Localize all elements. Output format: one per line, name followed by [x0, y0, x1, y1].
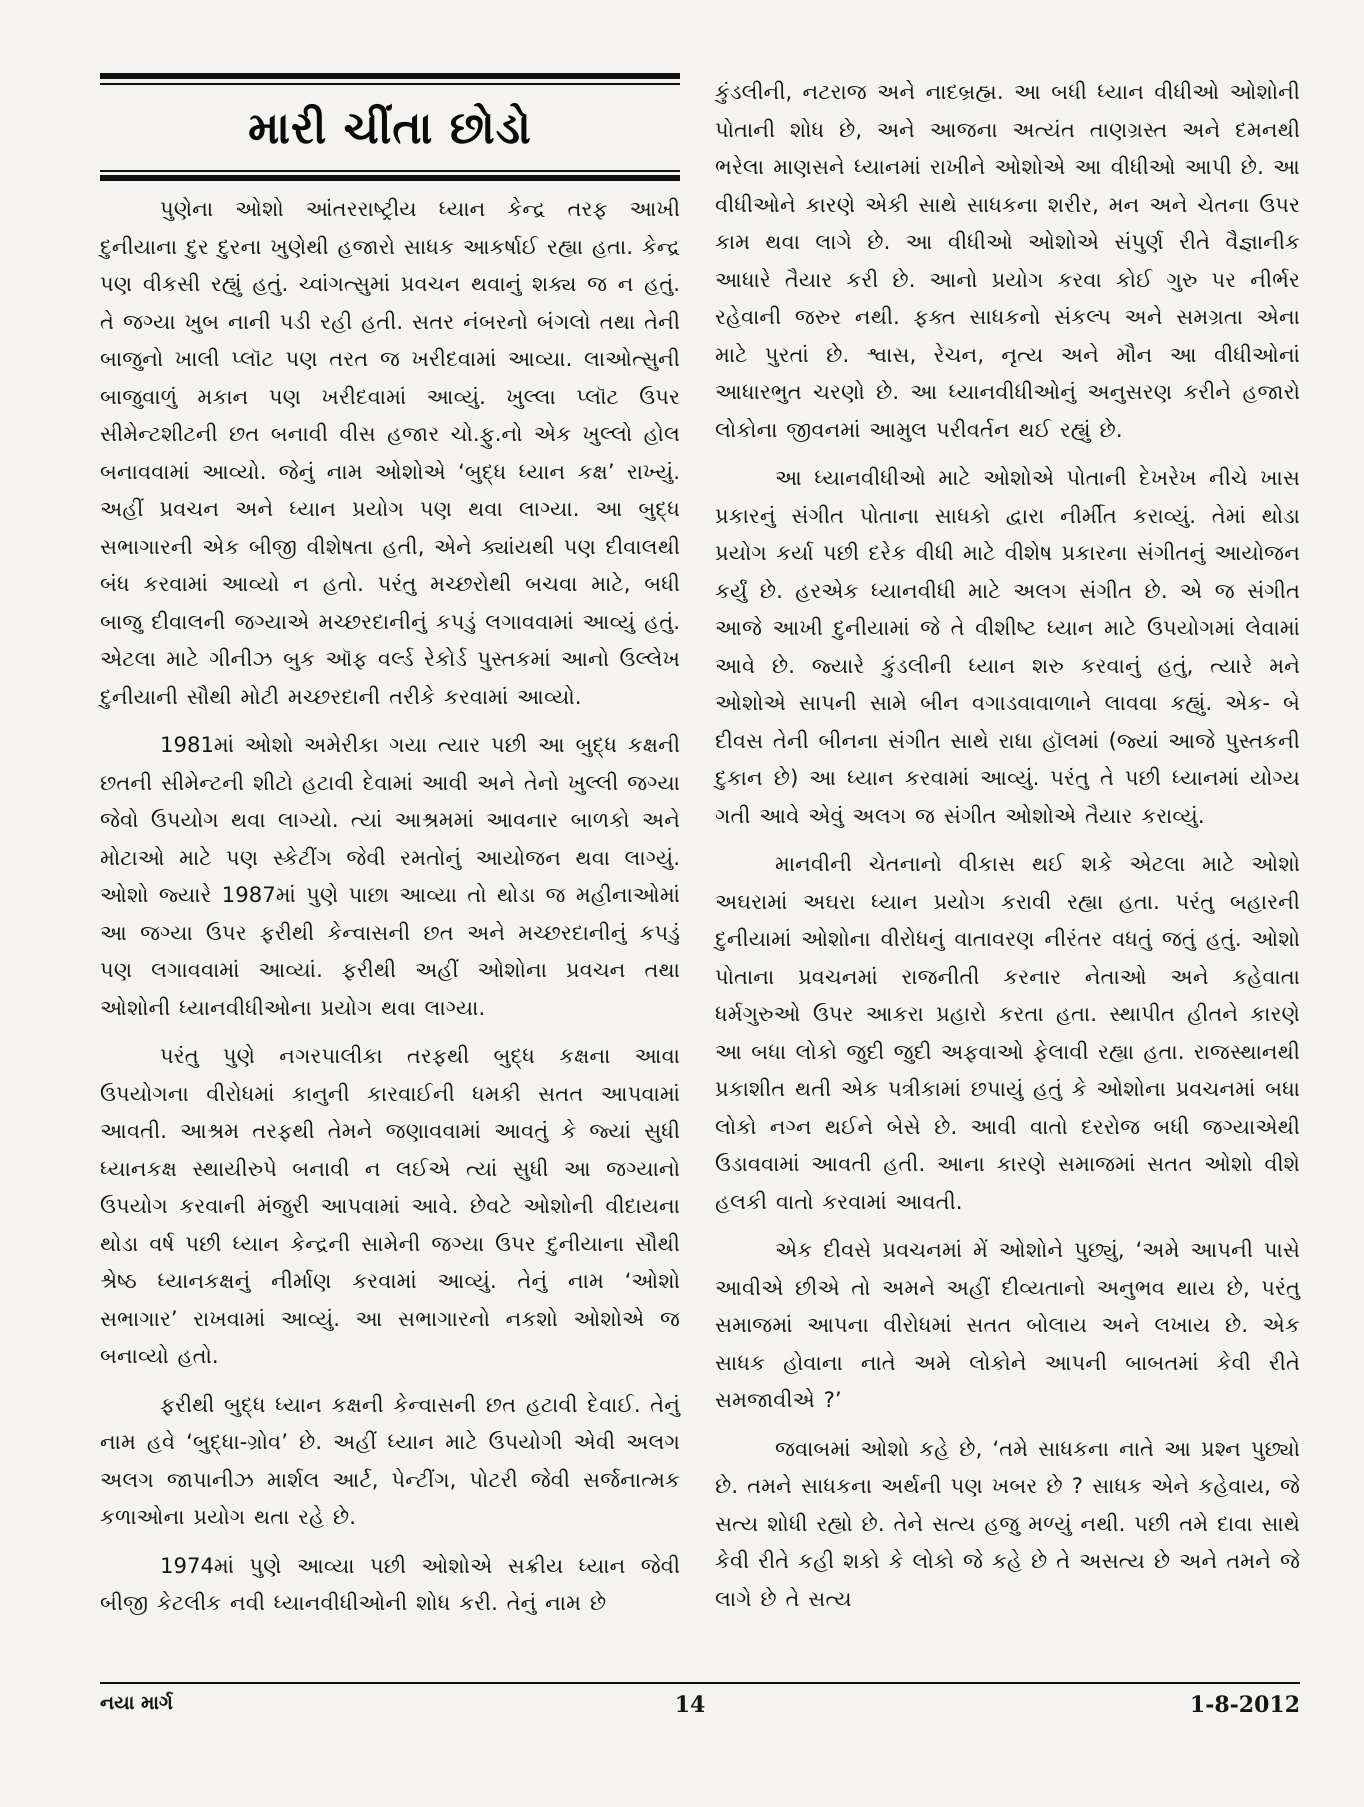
paragraph: એક દીવસે પ્રવચનમાં મેં ઓશોને પુછ્યું, ‘અમે આપની પાસે આવીએ છીએ તો અમને અહીં દીવ્યતાનો અનુભવ થાય છે, પરંતુ સમાજમાં આપના વીરોધમાં સતત બોલાય અને લખાય છે. એક સાધક હોવાના નાતે અમે લોકોને આપની બાબતમાં કેવી રીતે સમજાવીએ ?’	[715, 1237, 1300, 1412]
page-number: 14	[674, 1692, 706, 1718]
paragraph: કુંડલીની, નટરાજ અને નાદબ્રહ્મ. આ બધી ધ્યાન વીધીઓ ઓશોની પોતાની શોધ છે, અને આજના અત્યંત તાણગ્રસ્ત અને દમનથી ભરેલા માણસને ધ્યાનમાં રાખીને ઓશોએ આ વીધીઓ આપી છે. આ વીધીઓને કારણે એકી સાથે સાધકના શરીર, મન અને ચેતના ઉપર કામ થવા લાગે છે. આ વીધીઓ ઓશોએ સંપુર્ણ રીતે વૈજ્ઞાનીક આધારે તૈયાર કરી છે. આનો પ્રયોગ કરવા કોઈ ગુરુ પર નીર્ભર રહેવાની જરુર નથી. ફક્ત સાધકનો સંકલ્પ અને સમગ્રતા એના માટે પુરતાં છે. શ્વાસ, રેચન, નૃત્ય અને મૌન આ વીધીઓનાં આધારભુત ચરણો છે. આ ધ્યાનવીધીઓનું અનુસરણ કરીને હજારો લોકોના જીવનમાં આમુલ પરીવર્તન થઈ રહ્યું છે.	[715, 79, 1300, 442]
paragraph: આ ધ્યાનવીધીઓ માટે ઓશોએ પોતાની દેખરેખ નીચે ખાસ પ્રકારનું સંગીત પોતાના સાધકો દ્વારા નીર્મીત કરાવ્યું. તેમાં થોડા પ્રયોગ કર્યા પછી દરેક વીધી માટે વીશેષ પ્રકારના સંગીતનું આયોજન કર્યું છે. હરએક ધ્યાનવીધી માટે અલગ સંગીત છે. એ જ સંગીત આજે આખી દુનીયામાં જે તે વીશીષ્ટ ધ્યાન માટે ઉપયોગમાં લેવામાં આવે છે. જ્યારે કુંડલીની ધ્યાન શરુ કરવાનું હતું, ત્યારે મને ઓશોએ સાપની સામે બીન વગાડવાવાળાને લાવવા કહ્યું. એક- બે દીવસ તેની બીનના સંગીત સાથે રાધા હૉલમાં (જ્યાં આજે પુસ્તકની દુકાન છે) આ ધ્યાન કરવામાં આવ્યું. પરંતુ તે પછી ધ્યાનમાં યોગ્ય ગતી આવે એવું અલગ જ સંગીત ઓશોએ તૈયાર કરાવ્યું.	[715, 465, 1300, 828]
right-column	[715, 73, 1300, 1617]
publication-name: નયા માર્ગ	[100, 1692, 173, 1714]
paragraph: પરંતુ પુણે નગરપાલીકા તરફથી બુદ્ધ કક્ષના આવા ઉપયોગના વીરોધમાં કાનુની કારવાઈની ધમકી સતત આપવામાં આવતી. આશ્રમ તરફથી તેમને જણાવવામાં આવતું કે જ્યાં સુધી ધ્યાનકક્ષ સ્થાયીરુપે બનાવી ન લઈએ ત્યાં સુધી આ જગ્યાનો ઉપયોગ કરવાની મંજુરી આપવામાં આવે. છેવટે ઓશોની વીદાયના થોડા વર્ષ પછી ધ્યાન કેન્દ્રની સામેની જગ્યા ઉપર દુનીયાના સૌથી શ્રેષ્ઠ ધ્યાનકક્ષનું નીર્માણ કરવામાં આવ્યું. તેનું નામ ‘ઓશો સભાગાર’ રાખવામાં આવ્યું. આ સભાગારનો નકશો ઓશોએ જ બનાવ્યો હતો.	[100, 1043, 680, 1368]
title-top-thin-rule	[100, 83, 680, 85]
title-bottom-rule	[100, 175, 680, 181]
paragraph: માનવીની ચેતનાનો વીકાસ થઈ શકે એટલા માટે ઓશો અઘરામાં અઘરા ધ્યાન પ્રયોગ કરાવી રહ્યા હતા. પરંતુ બહારની દુનીયામાં ઓશોના વીરોધનું વાતાવરણ નીરંતર વધતું જતું હતું. ઓશો પોતાના પ્રવચનમાં રાજનીતી કરનાર નેતાઓ અને કહેવાતા ધર્મગુરુઓ ઉપર આકરા પ્રહારો કરતા હતા. સ્થાપીત હીતને કારણે આ બધા લોકો જુદી જુદી અફવાઓ ફેલાવી રહ્યા હતા. રાજસ્થાનથી પ્રકાશીત થતી એક પત્રીકામાં છપાયું હતું કે ઓશોના પ્રવચનમાં બધા લોકો નગ્ન થઈને બેસે છે. આવી વાતો દરરોજ બધી જગ્યાએથી ઉડાવવામાં આવતી હતી. આના કારણે સમાજમાં સતત ઓશો વીશે હલકી વાતો કરવામાં આવતી.	[715, 851, 1300, 1214]
title-bottom-thin-rule	[100, 170, 680, 172]
paragraph: 1981માં ઓશો અમેરીકા ગયા ત્યાર પછી આ બુદ્ધ કક્ષની છતની સીમેન્ટની શીટો હટાવી દેવામાં આવી અને તેનો ખુલ્લી જગ્યા જેવો ઉપયોગ થવા લાગ્યો. ત્યાં આશ્રમમાં આવનાર બાળકો અને મોટાઓ માટે પણ સ્કેટીંગ જેવી રમતોનું આયોજન થવા લાગ્યું. ઓશો જ્યારે 1987માં પુણે પાછા આવ્યા તો થોડા જ મહીનાઓમાં આ જગ્યા ઉપર ફરીથી કેન્વાસની છત અને મચ્છરદાનીનું કપડું પણ લગાવવામાં આવ્યાં. ફરીથી અહીં ઓશોના પ્રવચન તથા ઓશોની ધ્યાનવીધીઓના પ્રયોગ થવા લાગ્યા.	[100, 732, 680, 1020]
paragraph: 1974માં પુણે આવ્યા પછી ઓશોએ સક્રીય ધ્યાન જેવી બીજી કેટલીક નવી ધ્યાનવીધીઓની શોધ કરી. તેનું નામ છે	[100, 1552, 680, 1615]
article-title: મારી ચીંતા છોડો	[248, 102, 532, 154]
issue-date: 1-8-2012	[1189, 1692, 1300, 1718]
title-top-rule	[100, 73, 680, 79]
left-column	[100, 190, 680, 1622]
paragraph: જવાબમાં ઓશો કહે છે, ‘તમે સાધકના નાતે આ પ્રશ્ન પુછ્યો છે. તમને સાધકના અર્થની પણ ખબર છે ? સાધક એને કહેવાય, જે સત્ય શોધી રહ્યો છે. તેને સત્ય હજુ મળ્યું નથી. પછી તમે દાવા સાથે કેવી રીતે કહી શકો કે લોકો જે કહે છે તે અસત્ય છે અને તમને જે લાગે છે તે સત્ય	[715, 1435, 1300, 1611]
paragraph: ફરીથી બુદ્ધ ધ્યાન કક્ષની કેન્વાસની છત હટાવી દેવાઈ. તેનું નામ હવે ‘બુદ્ધા-ગ્રોવ’ છે. અહીં ધ્યાન માટે ઉપયોગી એવી અલગ અલગ જાપાનીઝ માર્શલ આર્ટ, પેન્ટીંગ, પોટરી જેવી સર્જનાત્મક કળાઓના પ્રયોગ થતા રહે છે.	[100, 1391, 680, 1529]
paragraph: પુણેના ઓશો આંતરરાષ્ટ્રીય ધ્યાન કેન્દ્ર તરફ આખી દુનીયાના દુર દુરના ખુણેથી હજારો સાધક આકર્ષાઈ રહ્યા હતા. કેન્દ્ર પણ વીકસી રહ્યું હતું. ચ્વાંગત્સુમાં પ્રવચન થવાનું શક્ય જ ન હતું. તે જગ્યા ખુબ નાની પડી રહી હતી. સતર નંબરનો બંગલો તથા તેની બાજુનો ખાલી પ્લૉટ પણ તરત જ ખરીદવામાં આવ્યા. લાઓત્સુની બાજુવાળું મકાન પણ ખરીદવામાં આવ્યું. ખુલ્લા પ્લૉટ ઉપર સીમેન્ટશીટની છત બનાવી વીસ હજાર ચો.ફુ.નો એક ખુલ્લો હોલ બનાવવામાં આવ્યો. જેનું નામ ઓશોએ ‘બુદ્ધ ધ્યાન કક્ષ’ રાખ્યું. અહીં પ્રવચન અને ધ્યાન પ્રયોગ પણ થવા લાગ્યા. આ બુદ્ધ સભાગારની એક બીજી વીશેષતા હતી, એને ક્યાંયથી પણ દીવાલથી બંધ કરવામાં આવ્યો ન હતો. પરંતુ મચ્છરોથી બચવા માટે, બધી બાજુ દીવાલની જગ્યાએ મચ્છરદાનીનું કપડું લગાવવામાં આવ્યું હતું. એટલા માટે ગીનીઝ બુક ઑફ વર્લ્ડ રેકોર્ડ પુસ્તકમાં આનો ઉલ્લેખ દુનીયાની સૌથી મોટી મચ્છરદાની તરીકે કરવામાં આવ્યો.	[100, 196, 680, 709]
footer-rule	[100, 1682, 1300, 1684]
